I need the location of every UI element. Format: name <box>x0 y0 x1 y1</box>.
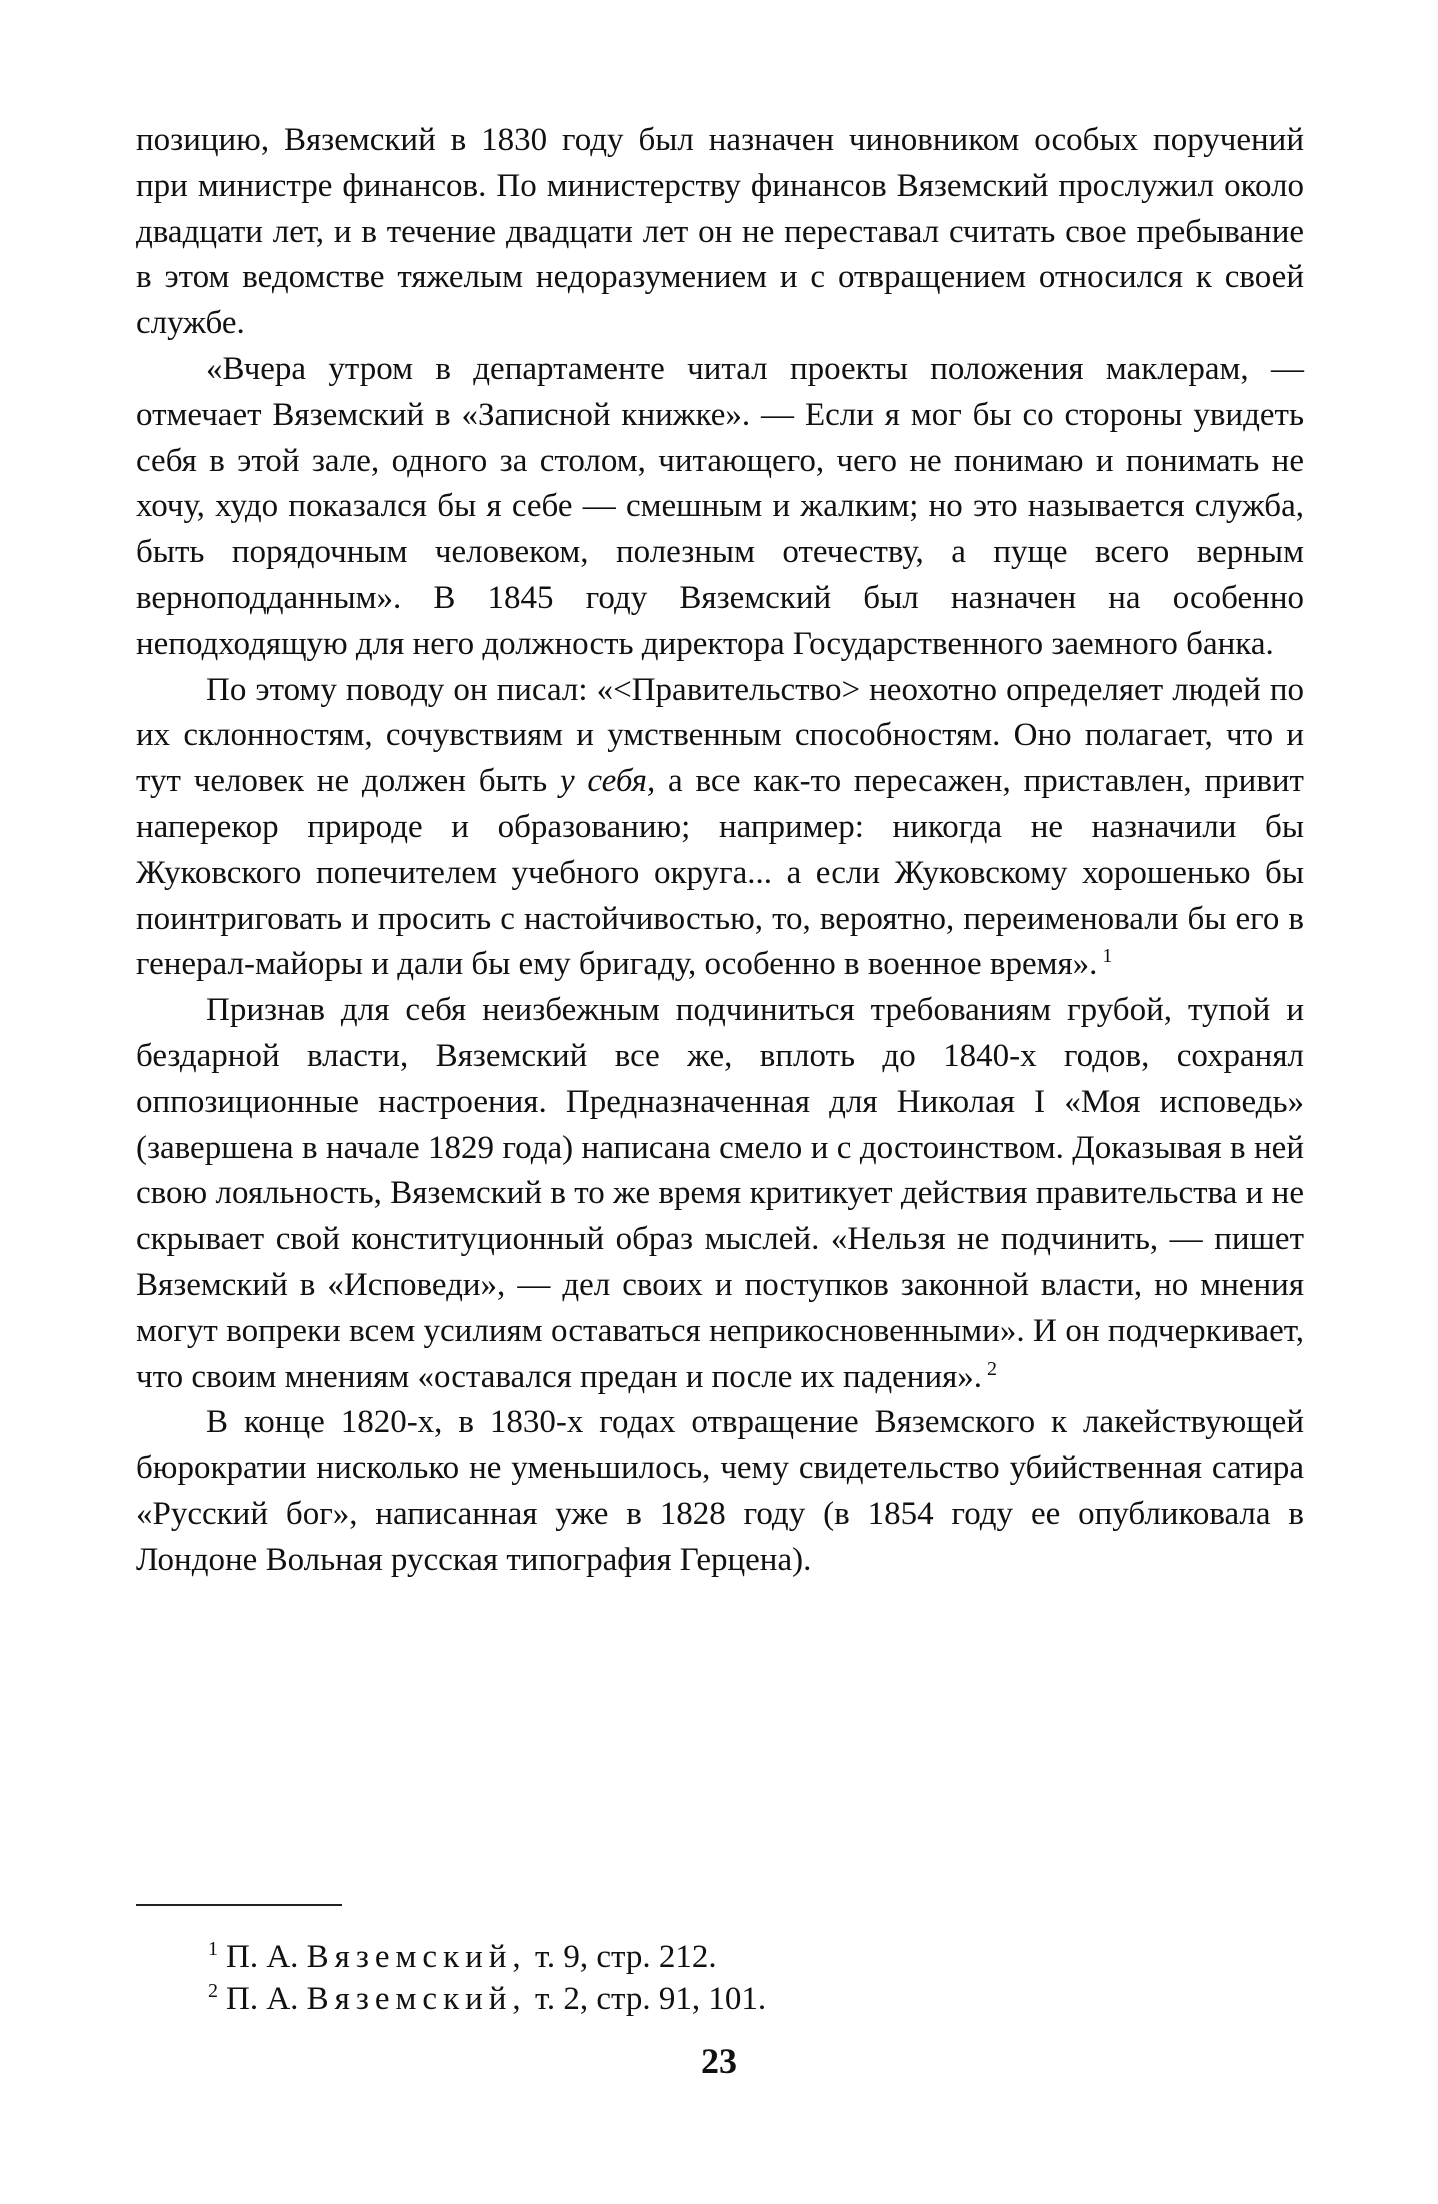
paragraph-4-text: Признав для себя неизбежным подчиниться требованиям грубой, тупой и бездарной власти, Вяземский все же, вплоть до 1840-х годов, сохранял оппозиционные настроения. Предназначенная для Николая I «Моя исповедь» (завершена в начале 1829 года) написана смело и с достоинством. Доказывая в ней свою лояльность, Вяземский в то же время критикует действия правительства и не скрывает свой конституционный образ мыслей. «Нельзя не подчинить, — пишет Вяземский в «Исповеди», — дел своих и поступков законной власти, но мнения могут вопреки всем усилиям оставаться неприкосновенными». И он подчеркивает, что своим мнениям «оставался предан и после их падения». <box>136 992 1304 1395</box>
footnote-1-citation: т. 9, стр. 212. <box>534 1939 717 1975</box>
footnote-2-author: Вяземский, <box>306 1981 527 2017</box>
footnote-ref-1-number: 1 <box>1102 945 1113 968</box>
paragraph-2: «Вчера утром в департаменте читал проекты положения маклерам, — отмечает Вяземский в «Записной книжке». — Если я мог бы со стороны увидеть себя в этой зале, одного за столом, читающего, чего не понимаю и понимать не хочу, худо показался бы я себе — смешным и жалким; но это называется служба, быть порядочным человеком, полезным отечеству, а пуще всего верным верноподданным». В 1845 году Вяземский был назначен на особенно неподходящую для него должность директора Государственного заемного банка. <box>136 350 1304 662</box>
footnote-ref-2-number: 2 <box>987 1357 998 1380</box>
footnote-2 <box>208 1978 1108 2020</box>
paragraph-3 <box>136 668 1304 989</box>
paragraph-3-text-after: а все как-то пересажен, приставлен, привит наперекор природе и образованию; например: никогда не назначили бы Жуковского попечителем учебного округа... а если Жуковскому хорошенько бы поинтриговать и просить с настойчивостью, то, вероятно, переименовали бы его в генерал-майоры и дали бы ему бригаду, особенно в военное время». <box>136 763 1304 983</box>
footnote-1 <box>208 1936 1108 1978</box>
page-number: 23 <box>701 2041 737 2081</box>
footnote-2-initials: П. А. <box>226 1981 299 2017</box>
footnote-ref-1[interactable] <box>1097 945 1112 967</box>
footnote-ref-2[interactable] <box>982 1358 997 1380</box>
footnote-1-initials: П. А. <box>226 1939 299 1975</box>
footnote-2-number: 2 <box>208 1980 218 2002</box>
paragraph-4 <box>136 988 1304 1400</box>
footnote-divider <box>136 1904 342 1906</box>
footnote-2-citation: т. 2, стр. 91, 101. <box>534 1981 767 2017</box>
footnotes <box>208 1936 1108 2020</box>
body-text <box>136 118 1304 1584</box>
paragraph-1: позицию, Вяземский в 1830 году был назначен чиновником особых поручений при министре финансов. По министерству финансов Вяземский прослужил около двадцати лет, и в течение двадцати лет он не переставал считать свое пребывание в этом ведомстве тяжелым недоразумением и с отвращением относился к своей службе. <box>136 122 1304 342</box>
paragraph-5: В конце 1820-х, в 1830-х годах отвращение Вяземского к лакействующей бюрократии нисколько не уменьшилось, чему свидетельство убийственная сатира «Русский бог», написанная уже в 1828 году (в 1854 году ее опубликовала в Лондоне Вольная русская типография Герцена). <box>136 1404 1304 1578</box>
paragraph-3-text-before: По этому поводу он писал: «<Правительство> неохотно определяет людей по их склонностям, сочувствиям и умственным способностям. Оно полагает, что и тут человек не должен быть <box>136 671 1304 800</box>
footnote-1-author: Вяземский, <box>306 1939 527 1975</box>
paragraph-3-emphasis: у себя, <box>559 763 656 800</box>
footnote-1-number: 1 <box>208 1938 218 1960</box>
